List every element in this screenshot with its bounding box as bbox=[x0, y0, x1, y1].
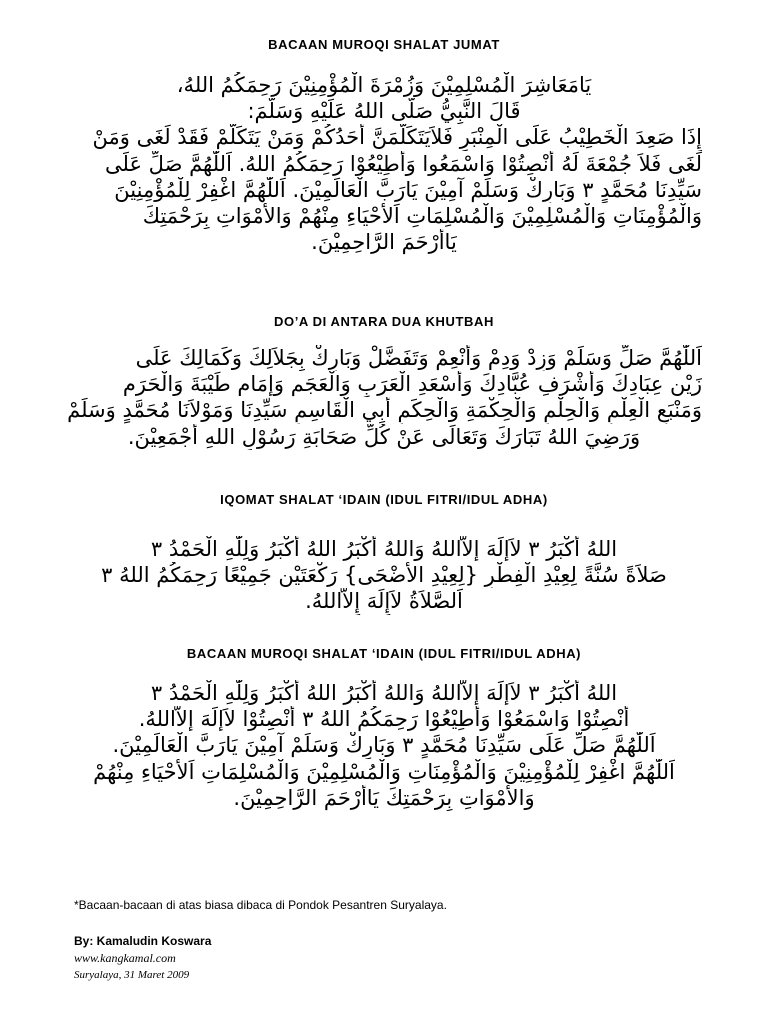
author-credit: By: Kamaludin Koswara bbox=[74, 934, 212, 948]
text-doa-khutbah bbox=[66, 345, 702, 450]
arabic-line: إِذَا صَعِدَ الْخَطِيْبُ عَلَى الْمِنْبَرِ فَلاَيَتَكَلَّمَنَّ أَحَدُكُمْ وَمَنْ يَتَكَلَّمْ فَقَدْ لَغَى وَمَنْ bbox=[92, 125, 702, 150]
heading-muroqi-idain: BACAAN MUROQI SHALAT ‘IDAIN (IDUL FITRI/IDUL ADHA) bbox=[186, 646, 582, 661]
arabic-line: أَنْصِتُوْا وَاسْمَعُوْا وَأَطِيْعُوْا رَحِمَكُمُ اللهُ ٣ أَنْصِتُوْا لاَإِلَهَ إِلاَّاللهُ. bbox=[138, 707, 630, 732]
footnote: *Bacaan-bacaan di atas biasa dibaca di Pondok Pesantren Suryalaya. bbox=[74, 898, 447, 912]
arabic-line: اَللّٰهُمَّ صَلِّ عَلَى سَيِّدِنَا مُحَمَّدٍ ٣ وَبَارِكْ وَسَلِّمْ آمِيْنَ يَارَبَّ الْعَالَمِيْنَ. bbox=[112, 733, 656, 758]
arabic-line: اللهُ أَكْبَرُ ٣ لاَإِلَهَ إِلاَّاللهُ وَاللهُ أَكْبَرُ اللهُ أَكْبَرُ وَلِلّٰهِ الْحَمْدُ ٣ bbox=[150, 681, 618, 705]
arabic-line: سَيِّدِنَا مُحَمَّدٍ ٣ وَبَارِكْ وَسَلِّمْ آمِيْنَ يَارَبَّ الْعَالَمِيْنَ. اَللّٰهُمَّ اغْفِرْ لِلْمُؤْمِنِيْنَ bbox=[114, 177, 702, 202]
arabic-line: يَامَعَاشِرَ الْمُسْلِمِيْنَ وَزُمْرَةَ الْمُؤْمِنِيْنَ رَحِمَكُمُ اللهُ، bbox=[176, 73, 592, 97]
arabic-line: قَالَ النَّبِيُّ صَلَّى اللهُ عَلَيْهِ وَسَلَّمَ: bbox=[247, 99, 521, 124]
arabic-line: صَلاَةً سُنَّةً لِعِيْدِ الْفِطْرِ {لِعِيْدِ الأَضْحَى} رَكْعَتَيْنِ جَمِيْعًا رَحِمَكُمُ اللهُ ٣ bbox=[101, 563, 667, 588]
arabic-line: وَرَضِيَ اللهُ تَبَارَكَ وَتَعَالَى عَنْ كُلِّ صَحَابَةِ رَسُوْلِ اللهِ أَجْمَعِيْنَ. bbox=[127, 424, 641, 449]
arabic-line: وَالأَمْوَاتِ بِرَحْمَتِكَ يَاأَرْحَمَ الرَّاحِمِيْنَ. bbox=[233, 785, 535, 810]
arabic-line: يَاأَرْحَمَ الرَّاحِمِيْنَ. bbox=[311, 230, 457, 255]
arabic-line: اللهُ أَكْبَرُ ٣ لاَإِلَهَ إِلاَّاللهُ وَاللهُ أَكْبَرُ اللهُ أَكْبَرُ وَلِلّٰهِ الْحَمْدُ ٣ bbox=[150, 537, 618, 561]
heading-muroqi-jumat: BACAAN MUROQI SHALAT JUMAT bbox=[268, 37, 500, 52]
place-date: Suryalaya, 31 Maret 2009 bbox=[74, 969, 190, 981]
arabic-line: زَيْنِ عِبَادِكَ وَأَشْرَفِ عُبَّادِكَ وَأَسْعَدِ الْعَرَبِ وَالْعَجَمِ وَإِمَامِ طَيْبَةَ وَالْحَرَمِ bbox=[122, 372, 702, 397]
arabic-line: اَلصَّلاَةُ لاَإِلَهَ إِلاَّاللهُ. bbox=[305, 589, 463, 614]
heading-iqomat-idain: IQOMAT SHALAT ‘IDAIN (IDUL FITRI/IDUL ADHA) bbox=[220, 492, 548, 507]
arabic-line: اَللّٰهُمَّ صَلِّ وَسَلِّمْ وَزِدْ وَدِمْ وَأَنْعِمْ وَتَفَضَّلْ وَبَارِكْ بِجَلاَلِكَ وَكَمَالِكَ عَلَى bbox=[135, 346, 702, 370]
arabic-line: وَالْمُؤْمِنَاتِ وَالْمُسْلِمِيْنَ وَالْمُسْلِمَاتِ اَلأَحْيَاءِ مِنْهُمْ وَالأَمْوَاتِ بِرَحْمَتِكَ bbox=[142, 203, 702, 228]
heading-doa-khutbah: DO’A DI ANTARA DUA KHUTBAH bbox=[274, 314, 494, 329]
text-muroqi-idain bbox=[66, 680, 702, 811]
text-muroqi-jumat bbox=[66, 72, 702, 255]
website-link: www.kangkamal.com bbox=[74, 951, 176, 965]
arabic-line: اَللّٰهُمَّ اغْفِرْ لِلْمُؤْمِنِيْنَ وَالْمُؤْمِنَاتِ وَالْمُسْلِمِيْنَ وَالْمُسْلِمَاتِ اَلأَحْيَاءِ مِنْهُمْ bbox=[93, 759, 675, 784]
text-iqomat-idain bbox=[66, 536, 702, 615]
arabic-line: لَغَى فَلاَ جُمْعَةَ لَهُ أَنْصِتُوْا وَاسْمَعُوا وَأَطِيْعُوْا رَحِمَكُمُ اللهُ. اَللّٰهُمَّ صَلِّ عَلَى bbox=[105, 151, 702, 176]
arabic-line: وَمَنْبَعِ الْعِلْمِ وَالْحِلْمِ وَالْحِكْمَةِ وَالْحِكَمِ أَبِي الْقَاسِمِ سَيِّدِنَا وَمَوْلاَنَا مُحَمَّدٍ وَسَلِّمْ bbox=[67, 398, 702, 423]
